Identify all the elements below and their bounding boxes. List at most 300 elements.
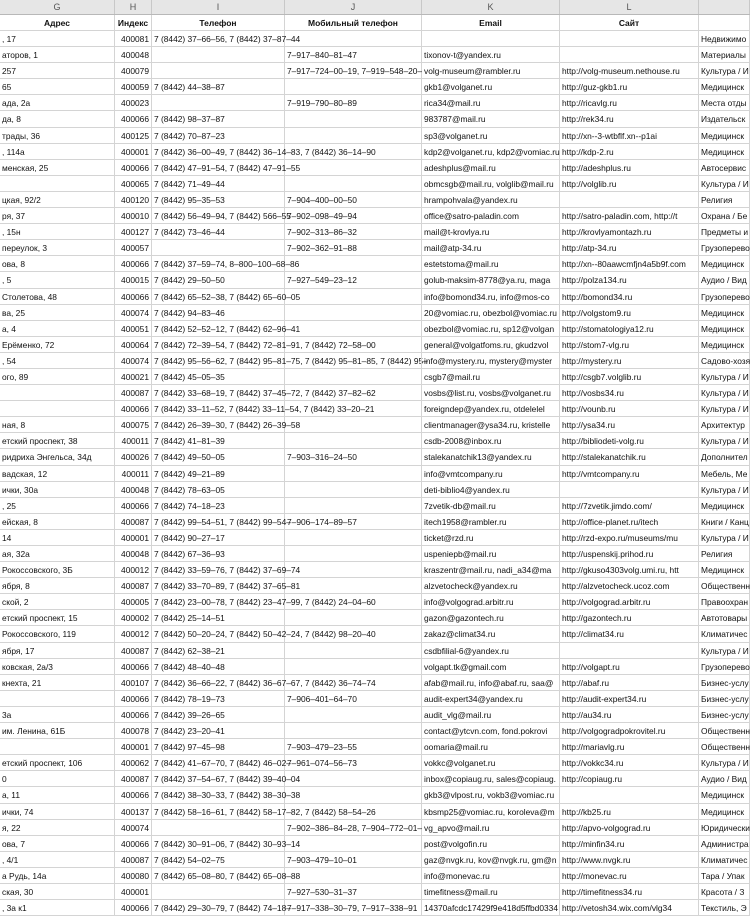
table-cell[interactable]: етский проспект, 106 <box>0 755 115 771</box>
table-cell[interactable]: http://timefitness34.ru <box>560 884 699 900</box>
table-cell[interactable]: 7 (8442) 36–00–49, 7 (8442) 36–14–83, 7 (8442) 36–14–90 <box>152 144 285 160</box>
column-letter-J[interactable]: J <box>285 0 422 14</box>
header-cell[interactable]: Сайт <box>560 15 699 31</box>
table-cell[interactable]: Охрана / Бе <box>699 208 750 224</box>
table-cell[interactable]: Культура / И <box>699 369 750 385</box>
table-cell[interactable]: http://xn--3-wtbflf.xn--p1ai <box>560 128 699 144</box>
table-cell[interactable]: http://stomatologiya12.ru <box>560 321 699 337</box>
column-letter-H[interactable]: H <box>115 0 152 14</box>
table-cell[interactable]: http://satro-paladin.com, http://t <box>560 208 699 224</box>
table-cell[interactable]: а, 4 <box>0 321 115 337</box>
table-cell[interactable]: itech1958@rambler.ru <box>422 514 560 530</box>
table-cell[interactable]: аторов, 1 <box>0 47 115 63</box>
table-cell[interactable]: info@bomond34.ru, info@mos-co <box>422 289 560 305</box>
table-cell[interactable]: 400081 <box>115 31 152 47</box>
table-cell[interactable]: 7 (8442) 99–54–51, 7 (8442) 99–54– <box>152 514 285 530</box>
table-cell[interactable]: 7 (8442) 90–27–17 <box>152 530 285 546</box>
table-cell[interactable]: obezbol@vomiac.ru, sp12@volgan <box>422 321 560 337</box>
table-cell[interactable]: Садово-хозя <box>699 353 750 369</box>
table-cell[interactable]: http://volgapt.ru <box>560 659 699 675</box>
table-cell[interactable]: inbox@copiaug.ru, sales@copiaug. <box>422 771 560 787</box>
table-cell[interactable]: 400065 <box>115 176 152 192</box>
table-cell[interactable]: Аудио / Вид <box>699 272 750 288</box>
table-cell[interactable]: Климатичес <box>699 626 750 642</box>
table-cell[interactable]: Медицинск <box>699 128 750 144</box>
table-cell[interactable] <box>560 47 699 63</box>
table-cell[interactable]: http://www.nvgk.ru <box>560 852 699 868</box>
table-cell[interactable]: mail@t-krovlya.ru <box>422 224 560 240</box>
column-letter-L[interactable]: L <box>560 0 699 14</box>
table-cell[interactable]: 400087 <box>115 385 152 401</box>
table-cell[interactable]: 0 <box>0 771 115 787</box>
table-cell[interactable]: 400059 <box>115 79 152 95</box>
header-cell[interactable] <box>699 15 750 31</box>
table-cell[interactable]: Бизнес-услу <box>699 691 750 707</box>
table-cell[interactable]: 400074 <box>115 353 152 369</box>
table-cell[interactable]: 400001 <box>115 884 152 900</box>
table-cell[interactable]: ской, 2 <box>0 594 115 610</box>
table-cell[interactable]: 7zvetik-db@mail.ru <box>422 498 560 514</box>
table-cell[interactable]: uspeniepb@mail.ru <box>422 546 560 562</box>
table-cell[interactable]: 400066 <box>115 289 152 305</box>
table-cell[interactable]: csdbfilial-6@yandex.ru <box>422 643 560 659</box>
table-cell[interactable]: ого, 89 <box>0 369 115 385</box>
table-cell[interactable]: 400074 <box>115 820 152 836</box>
table-cell[interactable]: http://ricavlg.ru <box>560 95 699 111</box>
table-cell[interactable] <box>422 31 560 47</box>
table-cell[interactable]: http://atp-34.ru <box>560 240 699 256</box>
table-cell[interactable]: Красота / З <box>699 884 750 900</box>
table-cell[interactable]: http://vmtcompany.ru <box>560 466 699 482</box>
table-cell[interactable]: 400048 <box>115 546 152 562</box>
table-cell[interactable]: 65 <box>0 79 115 95</box>
table-cell[interactable]: 7–903–479–23–55 <box>285 739 422 755</box>
table-cell[interactable]: 7 (8442) 67–36–93 <box>152 546 285 562</box>
table-cell[interactable]: 7 (8442) 94–83–46 <box>152 305 285 321</box>
table-cell[interactable]: 400011 <box>115 433 152 449</box>
table-cell[interactable]: , 15н <box>0 224 115 240</box>
table-cell[interactable]: http://rzd-expo.ru/museums/mu <box>560 530 699 546</box>
table-cell[interactable]: sp3@volganet.ru <box>422 128 560 144</box>
table-cell[interactable]: 7–927–530–31–37 <box>285 884 422 900</box>
table-cell[interactable]: Религия <box>699 546 750 562</box>
table-cell[interactable]: info@volgograd.arbitr.ru <box>422 594 560 610</box>
table-cell[interactable]: Медицинск <box>699 804 750 820</box>
table-cell[interactable]: 7 (8442) 56–49–94, 7 (8442) 566–55 <box>152 208 285 224</box>
table-cell[interactable]: golub-maksim-8778@ya.ru, maga <box>422 272 560 288</box>
table-cell[interactable] <box>285 417 422 433</box>
table-cell[interactable]: http://vokkc34.ru <box>560 755 699 771</box>
table-cell[interactable]: Медицинск <box>699 498 750 514</box>
table-cell[interactable]: 7 (8442) 29–30–79, 7 (8442) 74–18– <box>152 900 285 916</box>
table-cell[interactable]: Культура / И <box>699 755 750 771</box>
column-letter-K[interactable]: K <box>422 0 560 14</box>
table-cell[interactable]: 400087 <box>115 514 152 530</box>
table-cell[interactable]: Мебель, Ме <box>699 466 750 482</box>
table-cell[interactable]: foreigndep@yandex.ru, otdelelel <box>422 401 560 417</box>
table-cell[interactable]: 400087 <box>115 771 152 787</box>
table-cell[interactable]: Дополнител <box>699 449 750 465</box>
table-cell[interactable]: 400064 <box>115 337 152 353</box>
table-cell[interactable]: audit-expert34@yandex.ru <box>422 691 560 707</box>
table-cell[interactable]: 7 (8442) 48–40–48 <box>152 659 285 675</box>
table-cell[interactable]: http://bomond34.ru <box>560 289 699 305</box>
table-cell[interactable]: http://gkuso4303volg.umi.ru, htt <box>560 562 699 578</box>
table-cell[interactable] <box>285 771 422 787</box>
table-cell[interactable]: 7 (8442) 73–46–44 <box>152 224 285 240</box>
table-cell[interactable]: 7 (8442) 33–59–76, 7 (8442) 37–69–74 <box>152 562 285 578</box>
table-cell[interactable]: , 114а <box>0 144 115 160</box>
table-cell[interactable]: http://volgstom9.ru <box>560 305 699 321</box>
table-cell[interactable] <box>285 659 422 675</box>
table-cell[interactable]: Общественн <box>699 723 750 739</box>
table-cell[interactable]: 7 (8442) 65–52–38, 7 (8442) 65–60–05 <box>152 289 285 305</box>
table-cell[interactable]: ова, 7 <box>0 836 115 852</box>
table-cell[interactable] <box>285 385 422 401</box>
table-cell[interactable]: Текстиль, Э <box>699 900 750 916</box>
table-cell[interactable]: 7 (8442) 33–68–19, 7 (8442) 37–45–72, 7 (8442) 37–82–62 <box>152 385 285 401</box>
table-cell[interactable]: 400001 <box>115 144 152 160</box>
table-cell[interactable] <box>285 289 422 305</box>
table-cell[interactable]: я, 22 <box>0 820 115 836</box>
table-cell[interactable]: 400012 <box>115 562 152 578</box>
table-cell[interactable] <box>285 562 422 578</box>
table-cell[interactable]: volg-museum@rambler.ru <box>422 63 560 79</box>
header-cell[interactable]: Телефон <box>152 15 285 31</box>
table-cell[interactable]: 400066 <box>115 111 152 127</box>
table-cell[interactable]: 7 (8442) 50–20–24, 7 (8442) 50–42–24, 7 (8442) 98–20–40 <box>152 626 285 642</box>
table-cell[interactable]: Медицинск <box>699 787 750 803</box>
table-cell[interactable] <box>285 482 422 498</box>
table-cell[interactable]: 7 (8442) 97–45–98 <box>152 739 285 755</box>
table-cell[interactable]: http://csgb7.volglib.ru <box>560 369 699 385</box>
table-cell[interactable]: Материалы <box>699 47 750 63</box>
table-cell[interactable] <box>560 482 699 498</box>
table-cell[interactable]: alzvetocheck@yandex.ru <box>422 578 560 594</box>
table-cell[interactable]: Грузоперево <box>699 240 750 256</box>
table-cell[interactable]: 7 (8442) 33–11–52, 7 (8442) 33–11–54, 7 (8442) 33–20–21 <box>152 401 285 417</box>
table-cell[interactable]: Архитектур <box>699 417 750 433</box>
table-cell[interactable]: 20@vomiac.ru, obezbol@vomiac.ru <box>422 305 560 321</box>
table-cell[interactable]: 7–902–362–91–88 <box>285 240 422 256</box>
table-cell[interactable]: 7 (8442) 37–66–56, 7 (8442) 37–87–44 <box>152 31 285 47</box>
table-cell[interactable]: ная, 8 <box>0 417 115 433</box>
table-cell[interactable] <box>560 31 699 47</box>
table-cell[interactable] <box>285 305 422 321</box>
table-cell[interactable]: 7 (8442) 95–56–62, 7 (8442) 95–81–75, 7 (8442) 95–81–85, 7 (8442) 95– <box>152 353 285 369</box>
table-cell[interactable]: Культура / И <box>699 643 750 659</box>
header-cell[interactable]: Индекс <box>115 15 152 31</box>
table-cell[interactable]: csdb-2008@inbox.ru <box>422 433 560 449</box>
table-cell[interactable] <box>285 804 422 820</box>
table-cell[interactable] <box>285 111 422 127</box>
table-cell[interactable] <box>152 47 285 63</box>
table-cell[interactable]: 400080 <box>115 868 152 884</box>
table-cell[interactable]: 400066 <box>115 256 152 272</box>
table-cell[interactable] <box>285 707 422 723</box>
table-cell[interactable]: http://alzvetocheck.ucoz.com <box>560 578 699 594</box>
table-cell[interactable]: 7–961–074–56–73 <box>285 755 422 771</box>
table-cell[interactable]: kbsmp25@vomiac.ru, koroleva@m <box>422 804 560 820</box>
table-cell[interactable] <box>0 176 115 192</box>
table-cell[interactable]: Культура / И <box>699 63 750 79</box>
table-cell[interactable]: 3а <box>0 707 115 723</box>
table-cell[interactable]: 7–902–386–84–28, 7–904–772–01– <box>285 820 422 836</box>
table-cell[interactable]: 400074 <box>115 305 152 321</box>
table-cell[interactable]: http://adeshplus.ru <box>560 160 699 176</box>
table-cell[interactable] <box>285 128 422 144</box>
table-cell[interactable]: Медицинск <box>699 337 750 353</box>
table-cell[interactable]: http://7zvetik.jimdo.com/ <box>560 498 699 514</box>
table-cell[interactable]: Аудио / Вид <box>699 771 750 787</box>
table-cell[interactable]: Администра <box>699 836 750 852</box>
table-cell[interactable]: 7 (8442) 71–49–44 <box>152 176 285 192</box>
table-cell[interactable]: 7 (8442) 29–50–50 <box>152 272 285 288</box>
table-cell[interactable] <box>152 820 285 836</box>
table-cell[interactable] <box>285 433 422 449</box>
table-cell[interactable]: Религия <box>699 192 750 208</box>
table-cell[interactable]: stalekanatchik13@yandex.ru <box>422 449 560 465</box>
table-cell[interactable] <box>152 884 285 900</box>
table-cell[interactable]: 7–902–313–86–32 <box>285 224 422 240</box>
table-cell[interactable]: 14370afcdc17429f9e418d5ffbd0334 <box>422 900 560 916</box>
table-cell[interactable]: Места отды <box>699 95 750 111</box>
table-cell[interactable]: http://copiaug.ru <box>560 771 699 787</box>
table-cell[interactable]: , 25 <box>0 498 115 514</box>
table-cell[interactable]: http://mystery.ru <box>560 353 699 369</box>
table-cell[interactable]: Рокоссовского, 3Б <box>0 562 115 578</box>
table-cell[interactable]: 7 (8442) 36–66–22, 7 (8442) 36–67–67, 7 (8442) 36–74–74 <box>152 675 285 691</box>
table-cell[interactable]: ички, 30а <box>0 482 115 498</box>
table-cell[interactable]: Автотовары <box>699 610 750 626</box>
table-cell[interactable]: 400125 <box>115 128 152 144</box>
table-cell[interactable]: 7 (8442) 25–14–51 <box>152 610 285 626</box>
header-cell[interactable]: Адрес <box>0 15 115 31</box>
table-cell[interactable]: 400011 <box>115 466 152 482</box>
table-cell[interactable]: 7 (8442) 74–18–23 <box>152 498 285 514</box>
table-cell[interactable] <box>152 63 285 79</box>
table-cell[interactable]: Культура / И <box>699 530 750 546</box>
table-cell[interactable] <box>285 160 422 176</box>
table-cell[interactable]: 7 (8442) 37–59–74, 8–800–100–68–86 <box>152 256 285 272</box>
table-cell[interactable]: ридриха Энгельса, 34д <box>0 449 115 465</box>
table-cell[interactable]: oomaria@mail.ru <box>422 739 560 755</box>
table-cell[interactable]: obmcsgb@mail.ru, volglib@mail.ru <box>422 176 560 192</box>
table-cell[interactable]: gaz@nvgk.ru, kov@nvgk.ru, gm@n <box>422 852 560 868</box>
table-cell[interactable] <box>560 643 699 659</box>
table-cell[interactable] <box>285 401 422 417</box>
table-cell[interactable]: Медицинск <box>699 256 750 272</box>
table-cell[interactable]: rica34@mail.ru <box>422 95 560 111</box>
table-cell[interactable]: 400015 <box>115 272 152 288</box>
table-cell[interactable]: 7 (8442) 78–19–73 <box>152 691 285 707</box>
table-cell[interactable]: ября, 8 <box>0 578 115 594</box>
table-cell[interactable]: afab@mail.ru, info@abaf.ru, saa@ <box>422 675 560 691</box>
table-cell[interactable]: переулок, 3 <box>0 240 115 256</box>
table-cell[interactable]: 7 (8442) 41–67–70, 7 (8442) 46–02– <box>152 755 285 771</box>
table-cell[interactable]: Правоохран <box>699 594 750 610</box>
table-cell[interactable]: 400120 <box>115 192 152 208</box>
table-cell[interactable]: , 5 <box>0 272 115 288</box>
table-cell[interactable]: tixonov-t@yandex.ru <box>422 47 560 63</box>
table-cell[interactable]: http://krovlyamontazh.ru <box>560 224 699 240</box>
table-cell[interactable]: 7 (8442) 26–39–30, 7 (8442) 26–39–58 <box>152 417 285 433</box>
table-cell[interactable]: кнехта, 21 <box>0 675 115 691</box>
table-cell[interactable]: етский проспект, 38 <box>0 433 115 449</box>
table-cell[interactable]: 7 (8442) 47–91–54, 7 (8442) 47–91–55 <box>152 160 285 176</box>
table-cell[interactable]: 400078 <box>115 723 152 739</box>
table-cell[interactable]: Медицинск <box>699 144 750 160</box>
table-cell[interactable]: да, 8 <box>0 111 115 127</box>
table-cell[interactable]: 7 (8442) 72–39–54, 7 (8442) 72–81–91, 7 (8442) 72–58–00 <box>152 337 285 353</box>
table-cell[interactable]: , 3а к1 <box>0 900 115 916</box>
table-cell[interactable]: 257 <box>0 63 115 79</box>
table-cell[interactable]: 7 (8442) 78–63–05 <box>152 482 285 498</box>
table-cell[interactable]: 7 (8442) 30–91–06, 7 (8442) 30–93–14 <box>152 836 285 852</box>
table-cell[interactable]: 7–917–338–30–79, 7–917–338–91 <box>285 900 422 916</box>
table-cell[interactable]: http://climat34.ru <box>560 626 699 642</box>
header-cell[interactable]: Мобильный телефон <box>285 15 422 31</box>
table-cell[interactable]: Медицинск <box>699 321 750 337</box>
table-cell[interactable]: а Рудь, 14а <box>0 868 115 884</box>
table-cell[interactable]: 7 (8442) 23–00–78, 7 (8442) 23–47–99, 7 (8442) 24–04–60 <box>152 594 285 610</box>
table-cell[interactable]: 400075 <box>115 417 152 433</box>
table-cell[interactable]: vg_apvo@mail.ru <box>422 820 560 836</box>
column-letter-I[interactable]: I <box>152 0 285 14</box>
table-cell[interactable]: 7 (8442) 70–87–23 <box>152 128 285 144</box>
table-cell[interactable]: , 17 <box>0 31 115 47</box>
table-cell[interactable]: info@vmtcompany.ru <box>422 466 560 482</box>
table-cell[interactable]: 7–917–840–81–47 <box>285 47 422 63</box>
table-cell[interactable]: http://stalekanatchik.ru <box>560 449 699 465</box>
table-cell[interactable]: 7–906–174–89–57 <box>285 514 422 530</box>
table-cell[interactable]: 400001 <box>115 739 152 755</box>
table-cell[interactable]: http://apvo-volgograd.ru <box>560 820 699 836</box>
table-cell[interactable] <box>285 546 422 562</box>
table-cell[interactable]: 400005 <box>115 594 152 610</box>
table-cell[interactable]: Рокоссовского, 119 <box>0 626 115 642</box>
table-cell[interactable]: 7 (8442) 65–08–80, 7 (8442) 65–08–88 <box>152 868 285 884</box>
table-cell[interactable]: 7 (8442) 98–37–87 <box>152 111 285 127</box>
table-cell[interactable]: 400066 <box>115 836 152 852</box>
table-cell[interactable]: http://abaf.ru <box>560 675 699 691</box>
table-cell[interactable]: zakaz@climat34.ru <box>422 626 560 642</box>
table-cell[interactable]: Тара / Упак <box>699 868 750 884</box>
table-cell[interactable]: 400066 <box>115 160 152 176</box>
table-cell[interactable]: http://stom7-vlg.ru <box>560 337 699 353</box>
table-cell[interactable] <box>285 836 422 852</box>
table-cell[interactable]: http://guz-gkb1.ru <box>560 79 699 95</box>
table-cell[interactable] <box>560 787 699 803</box>
table-cell[interactable]: 7–919–790–80–89 <box>285 95 422 111</box>
table-cell[interactable]: 400137 <box>115 804 152 820</box>
table-cell[interactable]: 400066 <box>115 659 152 675</box>
table-cell[interactable] <box>285 675 422 691</box>
table-cell[interactable]: Культура / И <box>699 176 750 192</box>
table-cell[interactable]: info@monevac.ru <box>422 868 560 884</box>
table-cell[interactable] <box>152 95 285 111</box>
table-cell[interactable]: post@volgofin.ru <box>422 836 560 852</box>
table-cell[interactable]: Грузоперево <box>699 659 750 675</box>
table-cell[interactable] <box>285 353 422 369</box>
table-cell[interactable]: 7 (8442) 33–70–89, 7 (8442) 37–65–81 <box>152 578 285 594</box>
table-cell[interactable]: http://mariavlg.ru <box>560 739 699 755</box>
table-cell[interactable]: ва, 25 <box>0 305 115 321</box>
table-cell[interactable]: 400066 <box>115 691 152 707</box>
table-cell[interactable]: http://uspenskij.prihod.ru <box>560 546 699 562</box>
table-cell[interactable] <box>285 868 422 884</box>
table-cell[interactable]: kdp2@volganet.ru, kdp2@vomiac.ru <box>422 144 560 160</box>
table-cell[interactable]: 400079 <box>115 63 152 79</box>
table-cell[interactable]: csgb7@mail.ru <box>422 369 560 385</box>
table-cell[interactable]: general@volgatfoms.ru, gkudzvol <box>422 337 560 353</box>
table-cell[interactable]: http://au34.ru <box>560 707 699 723</box>
table-cell[interactable]: clientmanager@ysa34.ru, kristelle <box>422 417 560 433</box>
table-cell[interactable]: http://rek34.ru <box>560 111 699 127</box>
table-cell[interactable]: 7–917–724–00–19, 7–919–548–20– <box>285 63 422 79</box>
table-cell[interactable]: http://volglib.ru <box>560 176 699 192</box>
table-cell[interactable] <box>0 401 115 417</box>
table-cell[interactable]: а, 11 <box>0 787 115 803</box>
table-cell[interactable]: 7–902–098–49–94 <box>285 208 422 224</box>
table-cell[interactable]: 7–903–479–10–01 <box>285 852 422 868</box>
table-cell[interactable]: 400066 <box>115 498 152 514</box>
table-cell[interactable]: , 54 <box>0 353 115 369</box>
table-cell[interactable] <box>285 79 422 95</box>
table-cell[interactable]: 7 (8442) 44–38–87 <box>152 79 285 95</box>
table-cell[interactable]: цкая, 92/2 <box>0 192 115 208</box>
table-cell[interactable] <box>560 192 699 208</box>
table-cell[interactable]: timefitness@mail.ru <box>422 884 560 900</box>
table-cell[interactable]: Климатичес <box>699 852 750 868</box>
table-cell[interactable]: 400066 <box>115 707 152 723</box>
table-cell[interactable]: Медицинск <box>699 562 750 578</box>
table-cell[interactable]: http://vosbs34.ru <box>560 385 699 401</box>
table-cell[interactable]: adeshplus@mail.ru <box>422 160 560 176</box>
table-cell[interactable]: http://volgograd.arbitr.ru <box>560 594 699 610</box>
table-cell[interactable]: info@mystery.ru, mystery@myster <box>422 353 560 369</box>
table-cell[interactable]: Медицинск <box>699 79 750 95</box>
table-cell[interactable] <box>0 385 115 401</box>
table-cell[interactable]: http://vounb.ru <box>560 401 699 417</box>
table-cell[interactable]: volgapt.tk@gmail.com <box>422 659 560 675</box>
table-cell[interactable]: 7–927–549–23–12 <box>285 272 422 288</box>
table-cell[interactable] <box>285 369 422 385</box>
table-cell[interactable]: 7 (8442) 52–52–12, 7 (8442) 62–96–41 <box>152 321 285 337</box>
table-cell[interactable]: менская, 25 <box>0 160 115 176</box>
table-cell[interactable]: ября, 17 <box>0 643 115 659</box>
table-cell[interactable]: 400087 <box>115 578 152 594</box>
table-cell[interactable]: http://polza134.ru <box>560 272 699 288</box>
table-cell[interactable]: 7 (8442) 39–26–65 <box>152 707 285 723</box>
table-cell[interactable]: 400048 <box>115 47 152 63</box>
table-cell[interactable] <box>285 530 422 546</box>
table-cell[interactable]: 7–903–316–24–50 <box>285 449 422 465</box>
table-cell[interactable] <box>152 240 285 256</box>
table-cell[interactable]: 7 (8442) 95–35–53 <box>152 192 285 208</box>
table-cell[interactable]: mail@atp-34.ru <box>422 240 560 256</box>
table-cell[interactable]: им. Ленина, 61Б <box>0 723 115 739</box>
table-cell[interactable]: Ерёменко, 72 <box>0 337 115 353</box>
table-cell[interactable]: http://office-planet.ru/itech <box>560 514 699 530</box>
table-cell[interactable]: 400087 <box>115 852 152 868</box>
table-cell[interactable]: 400066 <box>115 900 152 916</box>
table-cell[interactable] <box>285 578 422 594</box>
table-cell[interactable]: 400066 <box>115 787 152 803</box>
table-cell[interactable]: 7 (8442) 54–02–75 <box>152 852 285 868</box>
table-cell[interactable]: 7 (8442) 23–20–41 <box>152 723 285 739</box>
table-cell[interactable] <box>285 144 422 160</box>
